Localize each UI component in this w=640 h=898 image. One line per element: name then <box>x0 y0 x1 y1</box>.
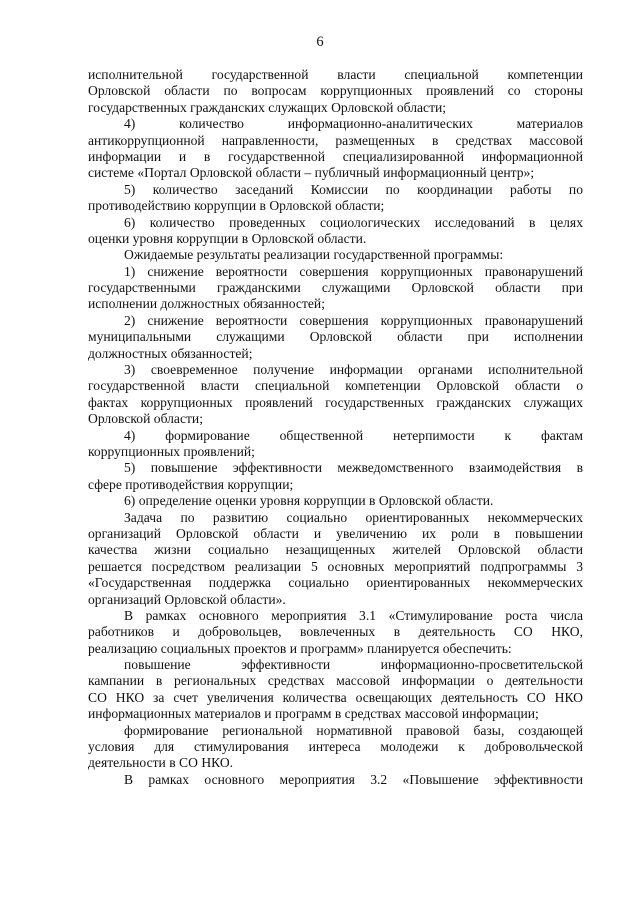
text-line: организаций Орловской области». <box>88 591 286 607</box>
text-line: 6) количество проведенных социологических исследований в целях <box>124 214 583 230</box>
text-line: 3) своевременное получение информации органами исполнительной <box>124 362 583 378</box>
text-line: исполнительной государственной власти специальной компетенции <box>88 67 583 82</box>
page-number: 6 <box>316 34 324 50</box>
text-line: коррупционных проявлений; <box>88 443 255 459</box>
text-line: работников и добровольцев, вовлеченных в деятельность СО НКО, <box>88 624 583 640</box>
text-line: государственными гражданскими служащими Орловской области при <box>88 280 583 296</box>
text-line: «Государственная поддержка социально ориентированных некоммерческих <box>88 575 583 591</box>
text-line: СО НКО за счет увеличения количества освещающих деятельность СО НКО <box>88 689 583 705</box>
text-line: Ожидаемые результаты реализации государственной программы: <box>124 247 504 263</box>
text-line: должностных обязанностей; <box>88 345 253 361</box>
text-line: 5) повышение эффективности межведомственного взаимодействия в <box>124 460 583 476</box>
text-line: сфере противодействия коррупции; <box>88 476 294 492</box>
text-line: формирование региональной нормативной правовой базы, создающей <box>124 722 583 738</box>
text-line: 4) формирование общественной нетерпимости к фактам <box>124 427 583 443</box>
text-line: решается посредством реализации 5 основных мероприятий подпрограммы 3 <box>88 558 583 574</box>
text-line: условия для стимулирования интереса молодежи к добровольческой <box>88 739 583 755</box>
text-line: 1) снижение вероятности совершения коррупционных правонарушений <box>124 263 583 279</box>
text-line: оценки уровня коррупции в Орловской области. <box>88 230 367 246</box>
text-line: фактах коррупционных проявлений государственных гражданских служащих <box>88 394 583 410</box>
text-line: В рамках основного мероприятия 3.1 «Стимулирование роста числа <box>124 607 583 623</box>
text-line: противодействию коррупции в Орловской области; <box>88 198 385 214</box>
text-line: реализацию социальных проектов и программ» планируется обеспечить: <box>88 640 512 656</box>
text-line: 4) количество информационно-аналитических материалов <box>124 116 583 132</box>
text-line: кампании в региональных средствах массовой информации о деятельности <box>88 673 583 689</box>
text-line: антикоррупционной направленности, размещенных в средствах массовой <box>88 132 583 148</box>
text-line: В рамках основного мероприятия 3.2 «Повышение эффективности <box>124 771 583 787</box>
text-line: информации и в государственной специализированной информационной <box>88 148 583 164</box>
document-body-text <box>88 67 583 788</box>
text-line: Орловской области по вопросам коррупционных проявлений со стороны <box>88 83 583 99</box>
text-line: государственной власти специальной компетенции Орловской области о <box>88 378 583 394</box>
text-line: системе «Портал Орловской области – публичный информационный центр»; <box>88 165 535 181</box>
text-line: 2) снижение вероятности совершения коррупционных правонарушений <box>124 312 583 328</box>
text-line: государственных гражданских служащих Орловской области; <box>88 99 447 115</box>
text-line: 6) определение оценки уровня коррупции в Орловской области. <box>124 493 494 509</box>
text-line: исполнении должностных обязанностей; <box>88 296 325 312</box>
text-line: 5) количество заседаний Комиссии по координации работы по <box>124 181 583 197</box>
text-line: Задача по развитию социально ориентированных некоммерческих <box>124 509 583 525</box>
text-line: деятельности в СО НКО. <box>88 755 234 771</box>
text-line: информационных материалов и программ в средствах массовой информации; <box>88 706 539 722</box>
text-line: Орловской области; <box>88 411 203 427</box>
text-line: организаций Орловской области и увеличению их роли в повышении <box>88 525 583 541</box>
text-line: муниципальными служащими Орловской области при исполнении <box>88 329 583 345</box>
text-line: повышение эффективности информационно-просветительской <box>124 657 583 673</box>
text-line: качества жизни социально незащищенных жителей Орловской области <box>88 542 583 558</box>
